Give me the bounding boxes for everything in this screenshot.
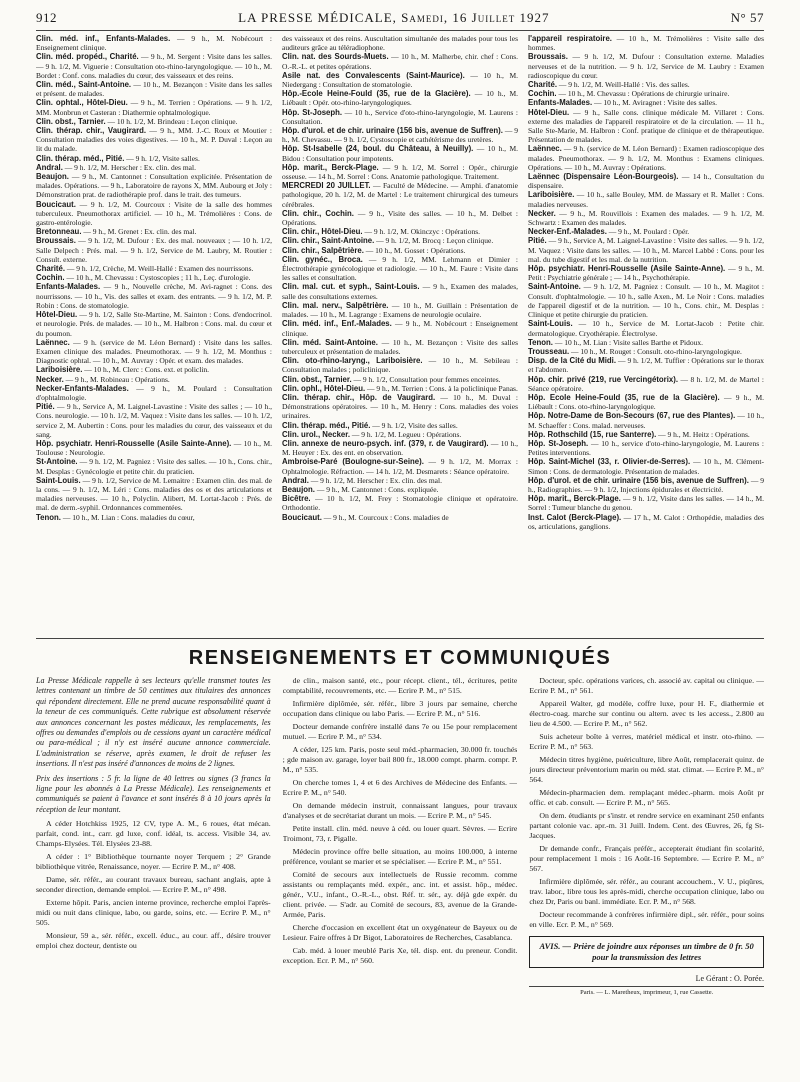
listing-column-2 bbox=[282, 34, 518, 636]
classified-ad: Petite install. clin. méd. neuve à céd. ou louer quart. Sèvres. — Ecrire Troimont, 73, r. Pigalle. bbox=[282, 824, 518, 843]
listing-entry: Necker-Enf.-Malades. — 9 h., M. Poulard : Opér. bbox=[528, 227, 690, 237]
classified-ad: Médecin titres hygiène, puériculture, libre Août, remplacerait quinz. de jours directeur préventorium marin ou méd. stat. climat. — Ecrire P. M., n° 564. bbox=[529, 755, 764, 784]
listing-entry: Clin. ophl., Hôtel-Dieu. — 9 h., M. Terrien : Cons. à la policlinique Panas. bbox=[282, 383, 518, 393]
classifieds-column-1 bbox=[36, 676, 271, 1052]
listing-entry: Andral. — 9 h. 1/2, M. Herscher : Ex. clin. des mal. bbox=[282, 475, 442, 485]
listing-entry: Inst. Calot (Berck-Plage). — 17 h., M. Calot : Orthopédie, maladies des os, articulations, ganglions. bbox=[528, 512, 764, 531]
listing-entry: Trousseau. — 10 h., M. Rouget : Consult. oto-rhino-laryngologique. bbox=[528, 346, 742, 356]
classified-ad: On demande médecin instruit, connaissant langues, pour travaux d'analyses et de secrétariat durant un mois. — Ecrire P. M., n° 545. bbox=[282, 801, 518, 820]
listing-entry: Clin. thérap. méd., Pitié. — 9 h. 1/2, Visite salles. bbox=[36, 153, 200, 163]
listing-entry: Beaujon. — 9 h., M. Cantonnet : Consultation explicitée. Présentation de malades. Opérations. — 9 h., Laboratoire de rayons X, MM. Aubourg et Joly : Démonstration prat. de radiothérapie prof. dans le trait. des tumeurs. bbox=[36, 172, 272, 200]
avis-box: AVIS. — Prière de joindre aux réponses un timbre de 0 fr. 50 pour la transmission des lettres bbox=[529, 936, 764, 968]
listing-entry: Laënnec. — 9 h. (service de M. Léon Bernard) : Visite dans les salles. Examen clinique des malades. Pneumothorax. — 9 h. 1/2, M. Monthus : Diagnostic ophtal. — 10 h., M. Auvray : Opér. et exam. des malades. bbox=[36, 337, 272, 366]
listing-entry: Clin. nat. des Sourds-Muets. — 10 h., M. Malherbe, chir. chef : Cons. O.-R.-L. et petites opérations. bbox=[282, 52, 518, 71]
listing-entry: Clin. mal. nerv., Salpêtrière. — 10 h., M. Guillain : Présentation de malades. — 10 h., M. Lagrange : Examens de neurologie oculaire. bbox=[282, 300, 518, 320]
classified-ad: Comité de secours aux intellectuels de Russie recomm. comme assistants ou remplaçants méd. expér., anc. int. et assist. hôp., médec. génér., V.U., infant., O.-R.-L., obst. Réf. tr. sér., ay. déjà gde expér. du client. privée. — S'adr. au Comité de secours, 83, avenue de la Grande-Armée, Paris. bbox=[282, 870, 518, 919]
listing-entry: Hôp. marit., Berck-Plage. — 9 h. 1/2, M. Sorrel : Opér., chirurgie osseuse. — 14 h., M. Sorrel : Cons. Anatomie pathologique. Traitement. bbox=[282, 162, 518, 182]
listing-entry: Tenon. — 10 h., M. Lian : Cons. maladies du cœur, bbox=[36, 512, 195, 522]
listing-entry: Lariboisière. — 10 h., M. Clerc : Cons. ext. et policlin. bbox=[36, 365, 210, 375]
listing-entry: Hôp.-Ecole Heine-Fould (35, rue de la Glacière). — 10 h., M. Liébault : Opér. oto-rhino-laryngologiques. bbox=[282, 89, 518, 108]
journal-title: LA PRESSE MÉDICALE, Samedi, 16 Juillet 1927 bbox=[238, 10, 550, 25]
listing-column-3 bbox=[528, 34, 764, 636]
listing-entry: Pitié. — 9 h., Service A, M. Laignel-Lavastine : Visite des salles ; — 10 h., Cons. neurologie. — 10 h. 1/2, M. Vaquez : Visite dans les salles. — 10 h. 1/2, service 2, M. Aubertin : Cons. pour les maladies du cœur, des vaisseaux et du sang. bbox=[36, 402, 272, 439]
listing-entry: Clin. chir., Salpêtrière. — 10 h., M. Gosset : Opérations. bbox=[282, 245, 466, 255]
course-listings bbox=[36, 31, 764, 636]
classified-ad: A céder : 1° Bibliothèque tournante noyer Terquem ; 2° Grande bibliothèque vitrée, Renaissance, noyer. — Ecrire P. M., n° 408. bbox=[36, 852, 271, 872]
listing-entry: Clin. thérap. chir., Hôp. de Vaugirard. — 10 h., M. Duval : Démonstrations opératoires. — 10 h., M. Henry : Cons. maladies des voies urinaires. bbox=[282, 392, 518, 421]
listing-entry: Saint-Louis. — 9 h. 1/2, Service de M. Lemaitre : Examen clin. des mal. de la cons. — 9 h. 1/2, M. Léri : Cons. maladies des os et des articulations et maladies nerveuses. — 10 h., Polyclin. Alibert, M. Lortat-Jacob : Prés. de mal. de derm.-syphil. Ordonnances commentées. bbox=[36, 475, 272, 513]
listing-entry: Hôp. psychiatr. Henri-Rousselle (Asile Sainte-Anne). — 10 h., M. Toulouse : Neurologie. bbox=[36, 438, 272, 458]
listing-entry: Hôp. d'urol. et de chir. urinaire (156 bis, avenue de Suffren). — 9 h., Radiographies. — 9 h. 1/2, Injections épidurales et électricité. bbox=[528, 475, 764, 494]
listing-entry: Laënnec (Dispensaire Léon-Bourgeois). — 14 h., Consultation du dispensaire. bbox=[528, 172, 764, 191]
classified-ad: Cherche d'occasion en excellent état un oxygénateur de Bayeux ou de Lesieur. Faire offres à Dr Bigot, Laboratoires de Recherches, Casablanca. bbox=[282, 923, 518, 942]
classified-ad: Docteur, spéc. opérations varices, ch. associé av. capital ou clinique. — Ecrire P. M., n° 561. bbox=[529, 676, 764, 695]
listing-entry: Saint-Antoine. — 9 h. 1/2, M. Pagniez : Consult. — 10 h., M. Magitot : Consult. d'ophtalmologie. — 10 h., salle Axen., M. Le Noir : Cons. maladies de l'appareil digestif et de la nutrition. — 10 h., Cons. chir., M. Desplas : Clinique et petite chirurgie du praticien. bbox=[528, 282, 764, 320]
classified-ad: Appareil Walter, gd modèle, coffre luxe, pour H. F., diathermie et électro-coag. marche sur continu ou altern. avec ts les access., 2.800 au lieu de 4.500. — Ecrire P. M., n° 562. bbox=[529, 699, 764, 728]
classified-ad: Médecin province offre belle situation, au moins 100.000, à interne préférence, voulant se marier et se spécialiser. — Ecrire P. M., n° 551. bbox=[282, 847, 518, 866]
listing-entry: Hôp. St-Isabelle (24, boul. du Château, à Neuilly). — 10 h., M. Bidou : Consultation pour impotents. bbox=[282, 144, 518, 163]
listing-entry: Clin. méd., Saint-Antoine. — 10 h., M. Bezançon : Visite dans les salles et présent. de malades. bbox=[36, 80, 272, 99]
listing-entry: MERCREDI 20 JUILLET. — Faculté de Médecine. — Amphi. d'anatomie pathologique, 20 h. 1/2, M. de Martel : Le traitement chirurgical des tumeurs cérébrales. bbox=[282, 181, 518, 209]
notice-prices: Prix des insertions : 5 fr. la ligne de 40 lettres ou signes (3 francs la ligne pour les abonnés à La Presse Médicale). Les renseignements et communiqués se paient à l'avance et sont insérés 8 à 10 jours après la réception de leur montant. bbox=[36, 773, 271, 814]
listing-entry: Hôp. Saint-Michel (33, r. Olivier-de-Serres). — 10 h., M. Clément-Simon : Cons. de dermatologie. Présentation de malades. bbox=[528, 457, 764, 476]
listing-entry: Lariboisière. — 10 h., salle Bouley, MM. de Massary et R. Mallet : Cons. maladies nerveuses. bbox=[528, 190, 764, 209]
listing-entry: Necker-Enfants-Malades. — 9 h., M. Poulard : Consultation d'ophtalmologie. bbox=[36, 383, 272, 402]
listing-entry: Bretonneau. — 9 h., M. Grenet : Ex. clin. des mal. bbox=[36, 227, 197, 237]
listing-entry: Saint-Louis. — 10 h., Service de M. Lortat-Jacob : Petite chir. dermatologique. Cryothérapie. Électrolyse. bbox=[528, 319, 764, 338]
running-header bbox=[36, 10, 764, 31]
classified-ad: de clin., maison santé, etc., pour récept. client., tél., écritures, petite comptabilité, recouvrements, etc. — Ecrire P. M., n° 515. bbox=[282, 676, 518, 695]
listing-entry: Tenon. — 10 h., M. Lian : Visite salles Barthe et Pidoux. bbox=[528, 337, 704, 347]
listing-entry: Broussais. — 9 h. 1/2, M. Dufour : Ex. des mal. nouveaux ; — 10 h. 1/2, Salle Delpech : Prés. mal. — 9 h. 1/2, Service de M. Laubry, M. Routier : Consult. externe. bbox=[36, 236, 272, 264]
listing-entry: Laënnec. — 9 h. (service de M. Léon Bernard) : Examen radioscopique des malades. Pneumothorax. — 9 h. 1/2, M. Monthus : Examens cliniques. Opérations. — 10 h., M. Auvray : Opérations. bbox=[528, 144, 764, 172]
classified-ad: Dame, sér. référ., au courant travaux bureau, sachant anglais, apte à seconder direction, demande emploi. — Ecrire P. M., n° 498. bbox=[36, 875, 271, 895]
listing-entry: Charité. — 9 h. 1/2, M. Weill-Hallé : Vis. des salles. bbox=[528, 80, 690, 90]
listing-entry: Hôp. Rothschild (15, rue Santerre). — 9 h., M. Heitz : Opérations. bbox=[528, 429, 750, 439]
listing-entry: Hôp. St-Joseph. — 10 h., service d'oto-rhino-laryngologie, M. Laurens : Petites interventions. bbox=[528, 438, 764, 458]
listing-entry: Hôtel-Dieu. — 9 h. 1/2, Salle Ste-Martine, M. Sainton : Cons. d'endocrinol. et neurologie. Prés. de malades. — 10 h., M. Halbron : Cons. mal. du cœur et du poumon. bbox=[36, 310, 272, 338]
listing-entry: Clin. chir., Hôtel-Dieu. — 9 h. 1/2, M. Okinczyc : Opérations. bbox=[282, 227, 481, 237]
classified-ad: Dr demande confr., Français préfér., accepterait étudiant fin scolarité, pour remplacement 1 mois : 16 Août-16 Septembre. — Ecrire P. M., n° 567. bbox=[529, 844, 764, 873]
listing-entry: Broussais. — 9 h. 1/2, M. Dufour : Consultation externe. Maladies nerveuses et de la nutrition. — 9 h. 1/2, Service de M. Laubry : Examen radioscopique du cœur. bbox=[528, 52, 764, 80]
listing-entry: Necker. — 9 h., M. Rouvillois : Examen des malades. — 9 h. 1/2, M. Schwartz : Examen des malades. bbox=[528, 208, 764, 228]
listing-entry: Enfants-Malades. — 9 h., Nouvelle crèche, M. Avi-ragnet : Cons. des nourrissons. — 10 h., Vis. des salles et exam. des entrants. — 9 h. 1/2, M. P. Robin : Cons. de stomatologie. bbox=[36, 282, 272, 310]
ads-list-3 bbox=[529, 676, 764, 930]
listing-entry: Disp. de la Cité du Midi. — 9 h. 1/2, M. Tuffier : Opérations sur le thorax et l'abdomen. bbox=[528, 356, 764, 375]
listing-entry: Andral. — 9 h. 1/2, M. Herscher : Ex. clin. des mal. bbox=[36, 162, 196, 172]
listing-entry: Clin. obst., Tarnier. — 9 h. 1/2, Consultation pour femmes enceintes. bbox=[282, 374, 501, 384]
listing-entry: des vaisseaux et des reins. Auscultation simultanée des malades pour tous les auditeurs grâce au téléradiophone. bbox=[282, 34, 518, 53]
classified-ad: Médecin-pharmacien dem. remplaçant médec.-pharm. mois Août pr offic. et cab. consult. — Ecrire P. M., n° 565. bbox=[529, 788, 764, 807]
listing-entry: Bicêtre. — 10 h. 1/2, M. Frey : Stomatologie clinique et opératoire. Orthodontie. bbox=[282, 494, 518, 513]
classifieds-column-3 bbox=[529, 676, 764, 1052]
classified-ad: Monsieur, 59 a., sér. référ., excell. éduc., au cour. aff., désire trouver emploi chez docteur, dentiste ou bbox=[36, 931, 271, 951]
listing-entry: Clin. urol., Necker. — 9 h. 1/2, M. Legueu : Opérations. bbox=[282, 429, 462, 439]
listing-entry: Clin. méd. Saint-Antoine. — 10 h., M. Bezançon : Visite des salles tuberculeux et présentation de malades. bbox=[282, 337, 518, 356]
listing-entry: Beaujon. — 9 h., M. Cantonnet : Cons. expliquée. bbox=[282, 484, 439, 494]
listing-entry: Pitié. — 9 h., Service A, M. Laignel-Lavastine : Visite des salles. — 9 h. 1/2, M. Vaquez : Visite dans les salles. — 10 h., M. Marcel Labbé : Cons. pour les mal. du tube digestif et les mal. de la nutrition. bbox=[528, 236, 764, 264]
issue-number: N° 57 bbox=[730, 10, 764, 25]
classified-ad: Docteur recommande à confrères infirmière dipl., sér. référ., pour soins en ville. Ecr. P. M., n° 569. bbox=[529, 910, 764, 929]
gerant-signature: Le Gérant : O. Porée. bbox=[695, 974, 764, 983]
listing-entry: St-Antoine. — 9 h. 1/2, M. Pagniez : Visite des salles. — 10 h., Cons. chir., M. Desplas : Gynécologie et petite chir. du praticien. bbox=[36, 457, 272, 476]
classified-ad: A céder Hotchkiss 1925, 12 CV, type A. M., 6 roues, état mécan. parfait, cond. int., carr. gd luxe, conf. idéal, ts. access. Visible 34, av. Champs-Elysées. Tél. Elysées 23-88. bbox=[36, 819, 271, 849]
classified-ad: A céder, 125 km. Paris, poste seul méd.-pharmacien, 30.000 fr. touchés ; gde maison av. garage, loyer bail 800 fr., 18.000 compt. pharm. compr. P. M., n° 535. bbox=[282, 745, 518, 774]
listing-entry: Hôp. chir. privé (219, rue Vercingétorix). — 8 h. 1/2, M. de Martel : Séance opératoire. bbox=[528, 374, 764, 393]
listing-entry: Clin. méd. propéd., Charité. — 9 h., M. Sergent : Visite dans les salles. — 9 h. 1/2, M. Viguerie : Consultation oto-rhino-laryngologique. — 10 h., M. Bordet : Conf. cons. maladies du cœur, des vaisseaux et des reins. bbox=[36, 52, 272, 80]
classified-ad: On cherche tomes 1, 4 et 6 des Archives de Médecine des Enfants. — Ecrire P. M., n° 540. bbox=[282, 778, 518, 797]
listing-entry: Clin. gynéc., Broca. — 9 h. 1/2, MM. Lehmann et Dimier : Électrothérapie gynécologique et radiologie. — 10 h., M. Faure : Visite dans les salles et consultation. bbox=[282, 254, 518, 283]
listing-entry: Asile nat. des Convalescents (Saint-Maurice). — 10 h., M. Niedergang : Consultation de stomatologie. bbox=[282, 70, 518, 90]
listing-entry: Clin. oto-rhino-laryng., Lariboisière. — 10 h., M. Sebileau : Consultation malades ; policlinique. bbox=[282, 356, 518, 375]
listing-entry: Ambroise-Paré (Boulogne-sur-Seine). — 9 h. 1/2, M. Morrax : Ophtalmologie. Réfraction. — 14 h. 1/2, M. Desmarets : Séance opératoire. bbox=[282, 457, 518, 476]
classified-ad: Docteur demande confrère installé dans 7e ou 15e pour remplacement mutuel. — Ecrire P. M., n° 534. bbox=[282, 722, 518, 741]
classifieds bbox=[36, 676, 764, 1052]
listing-entry: Clin. thérap. méd., Pitié. — 9 h. 1/2, Visite des salles. bbox=[282, 420, 458, 430]
listing-entry: Clin. annexe de neuro-psych. inf. (379, r. de Vaugirard). — 10 h., M. Heuyer : Ex. des ent. en observation. bbox=[282, 438, 518, 458]
classifieds-column-2 bbox=[283, 676, 518, 1052]
listing-entry: Hôtel-Dieu. — 9 h., Salle cons. clinique médicale M. Villaret : Cons. externe des maladies de l'appareil respiratoire et de la circulation. — 11 h., Salle Ste-Marie, M. Halbron : Conf. pratique de clinique et de thérapeutique. Présentation de malades. bbox=[528, 107, 764, 145]
listing-entry: Clin. méd. inf., Enfants-Malades. — 9 h., M. Nobécourt : Enseignement clinique. bbox=[36, 34, 272, 53]
listing-entry: Boucicaut. — 9 h. 1/2, M. Courcoux : Visite de la salle des hommes tuberculeux. Pneumothorax artificiel. — 10 h., M. Trémolières : Cons. de gastro-entérologie. bbox=[36, 199, 272, 228]
listing-entry: Clin. thérap. chir., Vaugirard. — 9 h., MM. J.-C. Roux et Moutier : Consultation maladies des voies digestives. — 10 h., M. P. Duval : Leçon au lit du malade. bbox=[36, 126, 272, 154]
listing-entry: Cochin. — 10 h., M. Chevassu : Opérations de chirurgie urinaire. bbox=[528, 89, 730, 99]
listing-entry: l'appareil respiratoire. — 10 h., M. Trémolières : Visite salle des hommes. bbox=[528, 34, 764, 53]
listing-entry: Hôp. psychiatr. Henri-Rousselle (Asile Sainte-Anne). — 9 h., M. Petit : Psychiatrie générale ; — 14 h., Psychothérapie. bbox=[528, 264, 764, 283]
classified-ad: Suis acheteur boîte à verres, matériel médical et instr. oto-rhino. — Ecrire P. M., n° 563. bbox=[529, 732, 764, 751]
notice-paragraph: La Presse Médicale rappelle à ses lecteurs qu'elle transmet toutes les lettres contenant un timbre de 50 centimes aux titulaires des annonces qui répondent directement. Elle ne prend aucune responsabilité quant à la teneur de ces communiqués. Cette rubrique est absolument réservée aux annonces concernant les postes médicaux, les remplacements, les offres ou demandes d'emplois ou de cessions ayant un caractère médical ou para-médical ; il n'y est inséré aucune annonce commerciale. L'administration se réserve, après examen, le droit de refuser les insertions. Il n'est pas inséré d'annonces de moins de 2 lignes. bbox=[36, 676, 271, 769]
section-divider bbox=[36, 638, 764, 639]
classified-ad: On dem. étudiants pr s'instr. et rendre service en examinant 250 enfants partant colonie vac. apr.-m. 31 Juill. Indem. Cent. des Œuvres, 26, fg St-Jacques. bbox=[529, 811, 764, 840]
section-title: RENSEIGNEMENTS ET COMMUNIQUÉS bbox=[188, 647, 612, 669]
listing-entry: Clin. méd. inf., Enf.-Malades. — 9 h., M. Nobécourt : Enseignement clinique. bbox=[282, 319, 518, 338]
listing-entry: Charité. — 9 h. 1/2, Crèche, M. Weill-Hallé : Examen des nourrissons. bbox=[36, 264, 254, 274]
classified-ad: Infirmière diplômée, sér. référ., au courant accouchem., V. U., piqûres, trav. labor., libre tous les après-midi, cherche occupation clinique, labo ou chez Dr, Paris ou banl. immédiate. Ecr. P. M., n° 568. bbox=[529, 877, 764, 906]
listing-entry: Clin. mal. cut. et syph., Saint-Louis. — 9 h., Examen des malades, salle des consultations externes. bbox=[282, 282, 518, 301]
listing-entry: Hôp. St-Joseph. — 10 h., Service d'oto-rhino-laryngologie, M. Laurens : Consultation. bbox=[282, 107, 518, 126]
listing-entry: Clin. obst., Tarnier. — 10 h. 1/2, M. Brindeau : Leçon clinique. bbox=[36, 116, 238, 126]
listing-column-1 bbox=[36, 34, 272, 636]
ads-list-1 bbox=[36, 819, 271, 951]
listing-entry: Hôp. Ecole Heine-Fould (35, rue de la Glacière). — 9 h., M. Liébault : Cons. oto-rhino-laryngologique. bbox=[528, 392, 764, 412]
listing-entry: Cochin. — 10 h., M. Chevassu : Cystoscopies ; 11 h., Leç. d'urologie. bbox=[36, 273, 251, 283]
page-number: 912 bbox=[36, 10, 57, 25]
printer-line: Paris. — L. Maretheux, imprimeur, 1, rue Cassette. bbox=[529, 986, 764, 996]
classified-ad: Externe hôpit. Paris, ancien interne province, recherche emploi l'après-midi ou nuit dans clinique, labo, ou garde, soins, etc. — Ecrire P. M., n° 505. bbox=[36, 898, 271, 928]
classified-ad: Cab. méd. à louer meublé Paris Xe, tél. disp. ent. du preneur. Condit. exception. Ecr. P. M., n° 560. bbox=[282, 946, 518, 965]
listing-entry: Boucicaut. — 9 h., M. Courcoux : Cons. maladies de bbox=[282, 512, 449, 522]
listing-entry: Necker. — 9 h., M. Robineau : Opérations. bbox=[36, 374, 170, 384]
listing-entry: Hôp. d'urol. et de chir. urinaire (156 bis, avenue de Suffren). — 9 h., M. Chevassu. — 9 h. 1/2, Cystoscopie et cathétérisme des uretères. bbox=[282, 126, 518, 145]
listing-entry: Hôp. Notre-Dame de Bon-Secours (67, rue des Plantes). — 10 h., M. Schaeffer : Cons. malad. nerveuses. bbox=[528, 411, 764, 430]
listing-entry: Clin. chir., Cochin. — 9 h., Visite des salles. — 10 h., M. Delbet : Opérations. bbox=[282, 208, 518, 228]
classified-ad: Infirmière diplômée, sér. référ., libre 3 jours par semaine, cherche occupation dans clinique ou labo Paris. — Ecrire P. M., n° 516. bbox=[282, 699, 518, 718]
listing-entry: Enfants-Malades. — 10 h., M. Aviragnet : Visite des salles. bbox=[528, 98, 718, 108]
listing-entry: Clin. ophtal., Hôtel-Dieu. — 9 h., M. Terrien : Opérations. — 9 h. 1/2, MM. Monbrun et Casteran : Diathermie ophtalmologique. bbox=[36, 98, 272, 117]
listing-entry: Hôp. marit., Berck-Plage. — 9 h. 1/2, Visite dans les salles. — 14 h., M. Sorrel : Tumeur blanche du genou. bbox=[528, 494, 764, 513]
listing-entry: Clin. chir., Saint-Antoine. — 9 h. 1/2, M. Brocq : Leçon clinique. bbox=[282, 236, 494, 246]
